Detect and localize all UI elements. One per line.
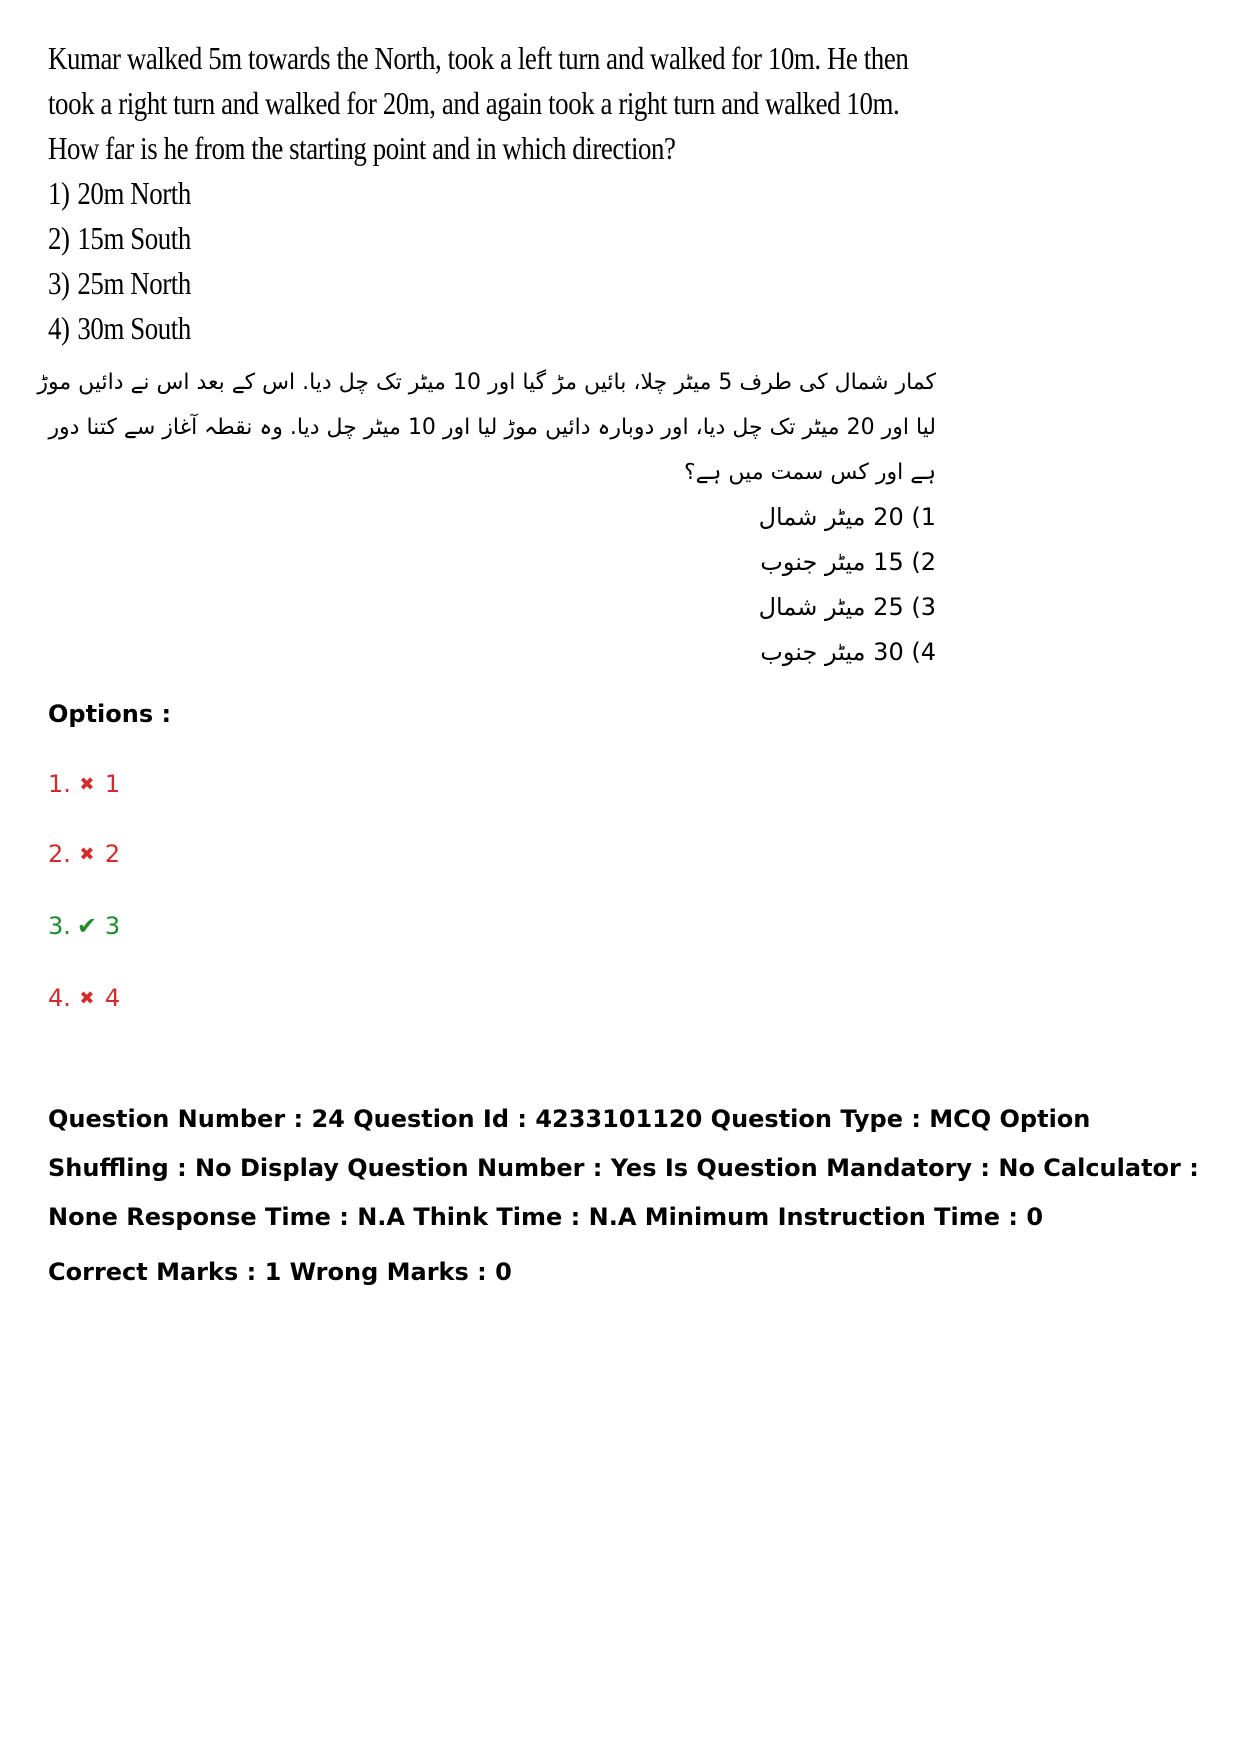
option-number: 4. xyxy=(48,984,71,1012)
cross-icon: ✖ xyxy=(79,773,95,795)
question-image xyxy=(48,36,948,351)
cross-icon: ✖ xyxy=(79,843,95,865)
english-option-3: 3) 25m North xyxy=(48,265,191,301)
urdu-option-3: 3) 25 میٹر شمال xyxy=(758,593,936,621)
option-number: 1. xyxy=(48,770,71,798)
question-urdu xyxy=(20,360,936,675)
marks-info: Correct Marks : 1 Wrong Marks : 0 xyxy=(48,1258,512,1286)
question-text-english: Kumar walked 5m towards the North, took a left turn and walked for 10m. He then took a right turn and walked for 20m, and again took a right turn and walked 10m. How far is he from the starting point and in which direction? xyxy=(48,40,909,166)
check-icon: ✔ xyxy=(76,912,97,940)
option-value: 2 xyxy=(104,840,121,868)
options-heading: Options : xyxy=(48,700,172,728)
option-value: 3 xyxy=(104,912,121,940)
urdu-option-4: 4) 30 میٹر جنوب xyxy=(760,638,936,666)
question-text-urdu: کمار شمال کی طرف 5 میٹر چلا، بائیں مڑ گیا اور 10 میٹر تک چل دیا. اس کے بعد اس نے دائیں موڑ لیا اور 20 میٹر تک چل دیا، اور دوبارہ دائیں موڑ لیا اور 10 میٹر چل دیا. وہ نقطہ آغاز سے کتنا دور ہے اور کس سمت میں ہے؟ xyxy=(37,370,936,485)
option-number: 3. xyxy=(48,912,71,940)
option-number: 2. xyxy=(48,840,71,868)
answer-option-1 xyxy=(48,770,120,798)
question-metadata-line: Question Number : 24 Question Id : 4233101120 Question Type : MCQ Option Shuffling : No Display Question Number : Yes Is Question Mandatory : No Calculator : None Response Time : N.A Think Time : N.A Minimum Instruction Time : 0 xyxy=(48,1105,1199,1231)
answer-option-4 xyxy=(48,984,120,1012)
urdu-option-1: 1) 20 میٹر شمال xyxy=(758,503,936,531)
question-metadata xyxy=(48,1095,1208,1297)
cross-icon: ✖ xyxy=(79,987,95,1009)
english-option-4: 4) 30m South xyxy=(48,310,191,346)
answer-option-3 xyxy=(48,912,120,940)
english-option-1: 1) 20m North xyxy=(48,175,191,211)
question-english xyxy=(48,36,947,351)
english-option-2: 2) 15m South xyxy=(48,220,191,256)
option-value: 1 xyxy=(104,770,121,798)
option-value: 4 xyxy=(104,984,121,1012)
urdu-option-2: 2) 15 میٹر جنوب xyxy=(760,548,936,576)
answer-option-2 xyxy=(48,840,120,868)
